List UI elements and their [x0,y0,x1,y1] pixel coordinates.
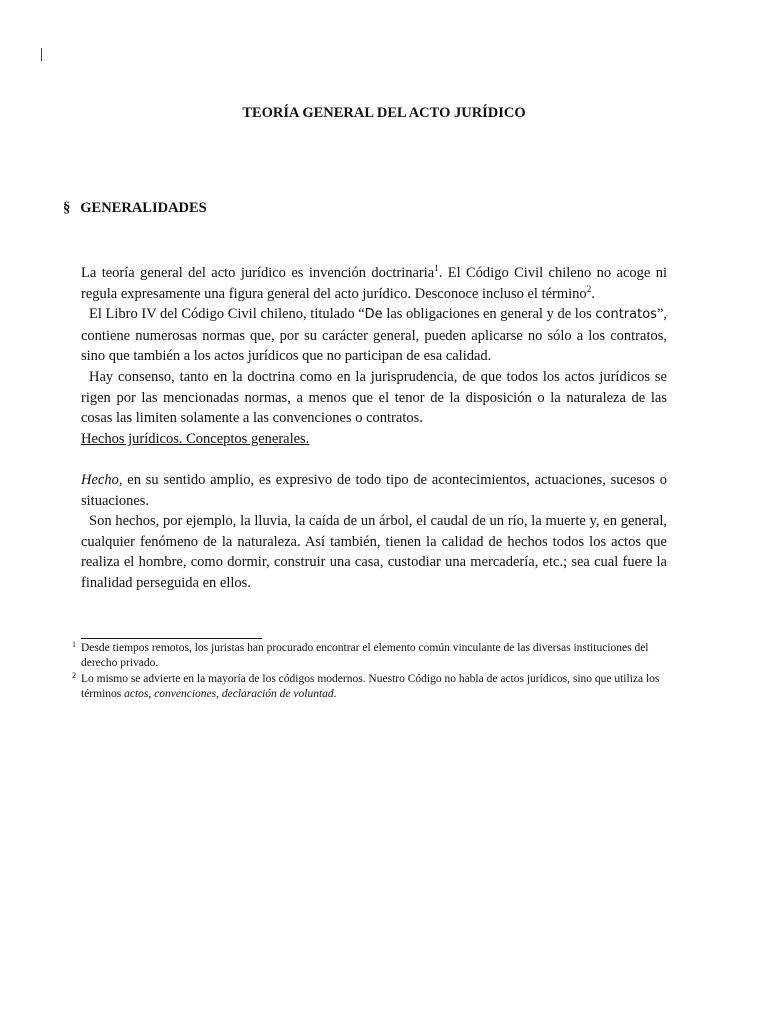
section-heading [63,200,207,217]
document-title: TEORÍA GENERAL DEL ACTO JURÍDICO [242,105,526,121]
footnote-ref-2: 2 [586,283,592,294]
footnote-2-sep-1: , [148,687,155,700]
paragraph-1-text-a: La teoría general del acto jurídico es invención doctrinaria [81,265,435,281]
footnote-separator [81,638,262,639]
footnote-2-text-a: Lo mismo se advierte en la mayoría de los códigos modernos. Nuestro Código no habla de actos jurídicos, sino que utiliza los términos [81,673,660,700]
paragraph-1-text-c: . [591,285,595,302]
text-cursor-mark [41,48,42,61]
paragraph-2-text-a: El Libro IV del Código Civil chileno, titulado “ [89,306,365,323]
footnote-1-mark: 1 [72,640,76,649]
footnote-2-text [81,672,672,701]
paragraph-3: Hay consenso, tanto en la doctrina como en la jurisprudencia, de que todos los actos jurídicos se rigen por las mencionadas normas, a menos que el tenor de la disposición o la naturaleza de las cosas las limiten solamente a las convenciones o contratos. [81,368,667,427]
section-title: GENERALIDADES [80,200,207,216]
body-text-block-1 [81,263,667,594]
paragraph-2-text-c: ”, contiene numerosas normas que, por su carácter general, pueden aplicarse no sólo a los contratos, sino que también a los actos jurídicos que no participan de esa calidad. [81,306,667,365]
section-symbol: § [63,200,71,216]
paragraph-1-text-b: . El Código Civil chileno no acoge ni regula expresamente una figura general del acto jurídico. Desconoce incluso el término [81,265,667,302]
footnote-2-term-actos: actos [124,687,149,700]
subheading [81,429,667,450]
footnote-2-term-declaracion: declaración de voluntad [221,687,334,700]
footnote-2 [72,672,672,701]
term-hecho: Hecho [81,471,119,488]
footnote-2-sep-2: , [216,687,222,700]
subheading-text: Hechos jurídicos. Conceptos generales. [81,430,310,447]
footnote-2-end: . [333,687,337,700]
footnote-1-text: Desde tiempos remotos, los juristas han procurado encontrar el elemento común vinculante de las diversas instituciones del derecho privado. [81,642,649,669]
paragraph-2 [81,304,667,367]
paragraph-2-word-contratos: contratos [595,307,657,323]
paragraph-2-text-b: las obligaciones en general y de los [382,306,596,323]
footnote-ref-1: 1 [434,263,439,274]
paragraph-5: Son hechos, por ejemplo, la lluvia, la caída de un árbol, el caudal de un río, la muerte y, en general, cualquier fenómeno de la naturaleza. Así también, tienen la calidad de hechos todos los actos que realiza el hombre, como dormir, construir una casa, custodiar una mercadería, etc.; sea cual fuere la finalidad perseguida en ellos. [81,513,667,591]
footnotes [72,641,672,703]
paragraph-4-text: , en su sentido amplio, es expresivo de todo tipo de acontecimientos, actuaciones, sucesos o situaciones. [81,471,667,509]
paragraph-2-word-de: De [364,307,383,323]
footnote-2-term-convenciones: convenciones [154,687,217,700]
paragraph-1 [81,263,667,304]
footnote-2-mark: 2 [72,671,76,681]
footnote-1 [72,641,672,670]
paragraph-4 [81,470,667,511]
